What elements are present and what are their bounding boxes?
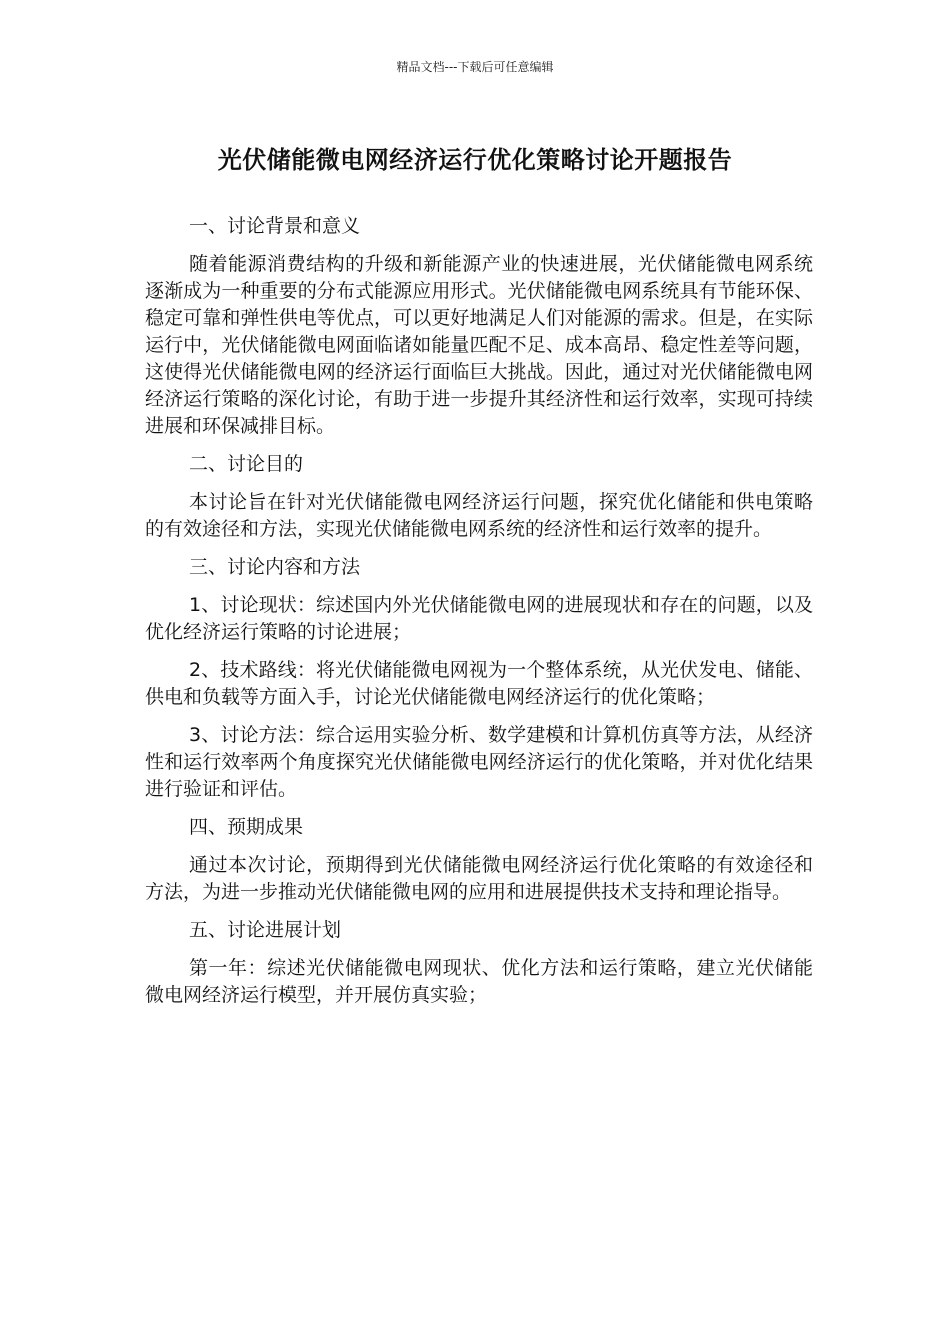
section-heading-schedule: 五、讨论进展计划	[189, 919, 342, 941]
document-title: 光伏储能微电网经济运行优化策略讨论开题报告	[217, 146, 733, 174]
header-note: 精品文档---下载后可任意编辑	[396, 60, 554, 74]
paragraph-methods: 3、讨论方法：综合运用实验分析、数学建模和计算机仿真等方法，从经济性和运行效率两个角度探究光伏储能微电网经济运行的优化策略，并对优化结果进行验证和评估。	[145, 724, 813, 800]
section-heading-expected-results: 四、预期成果	[189, 816, 304, 838]
paragraph-background: 随着能源消费结构的升级和新能源产业的快速进展，光伏储能微电网系统逐渐成为一种重要的分布式能源应用形式。光伏储能微电网系统具有节能环保、稳定可靠和弹性供电等优点，可以更好地满足人们对能源的需求。但是，在实际运行中，光伏储能微电网面临诸如能量匹配不足、成本高昂、稳定性差等问题，这使得光伏储能微电网的经济运行面临巨大挑战。因此，通过对光伏储能微电网经济运行策略的深化讨论，有助于进一步提升其经济性和运行效率，实现可持续进展和环保减排目标。	[145, 253, 813, 437]
paragraph-expected-results: 通过本次讨论，预期得到光伏储能微电网经济运行优化策略的有效途径和方法，为进一步推动光伏储能微电网的应用和进展提供技术支持和理论指导。	[145, 854, 813, 903]
section-heading-content-methods: 三、讨论内容和方法	[189, 556, 361, 578]
paragraph-schedule-year-one: 第一年：综述光伏储能微电网现状、优化方法和运行策略，建立光伏储能微电网经济运行模型，并开展仿真实验；	[145, 957, 813, 1006]
paragraph-purpose: 本讨论旨在针对光伏储能微电网经济运行问题，探究优化储能和供电策略的有效途径和方法，实现光伏储能微电网系统的经济性和运行效率的提升。	[145, 491, 813, 540]
document-body	[145, 213, 813, 1020]
paragraph-status: 1、讨论现状：综述国内外光伏储能微电网的进展现状和存在的问题，以及优化经济运行策略的讨论进展；	[145, 594, 813, 643]
section-heading-background: 一、讨论背景和意义	[189, 215, 361, 237]
section-heading-purpose: 二、讨论目的	[189, 453, 304, 475]
paragraph-technical-route: 2、技术路线：将光伏储能微电网视为一个整体系统，从光伏发电、储能、供电和负载等方面入手，讨论光伏储能微电网经济运行的优化策略；	[145, 659, 813, 708]
